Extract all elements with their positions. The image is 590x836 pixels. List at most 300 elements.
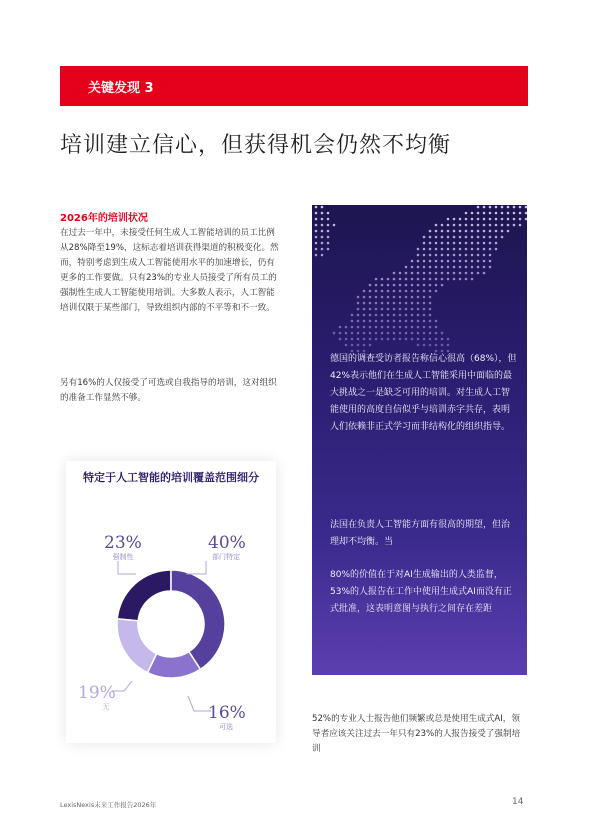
globe-dot xyxy=(423,338,426,341)
globe-dot xyxy=(417,326,420,329)
globe-dot xyxy=(417,260,420,263)
globe-dot xyxy=(477,218,480,221)
globe-dot xyxy=(435,224,438,227)
globe-dot xyxy=(417,314,420,317)
globe-dot xyxy=(399,296,402,299)
globe-dot xyxy=(369,302,372,305)
globe-dot xyxy=(411,272,414,275)
globe-dot xyxy=(375,302,378,305)
globe-dot xyxy=(441,272,444,275)
globe-dot xyxy=(381,338,384,341)
globe-dot xyxy=(375,278,378,281)
globe-dot xyxy=(405,314,408,317)
globe-dot xyxy=(423,326,426,329)
globe-dot xyxy=(399,302,402,305)
globe-dot xyxy=(489,230,492,233)
globe-dot xyxy=(387,314,390,317)
globe-dot xyxy=(369,344,372,347)
globe-dot xyxy=(381,302,384,305)
globe-dot xyxy=(345,338,348,341)
globe-dot xyxy=(453,260,456,263)
globe-dot xyxy=(357,320,360,323)
globe-dot xyxy=(447,338,450,341)
label-value-department: 40% xyxy=(208,533,246,553)
globe-dot xyxy=(429,290,432,293)
donut-chart xyxy=(66,461,276,743)
globe-dot xyxy=(435,332,438,335)
globe-dot xyxy=(447,242,450,245)
globe-dot xyxy=(435,290,438,293)
globe-dot xyxy=(465,254,468,257)
globe-dot xyxy=(507,218,510,221)
globe-dot xyxy=(435,320,438,323)
globe-dot xyxy=(453,248,456,251)
globe-dot xyxy=(459,224,462,227)
globe-dot xyxy=(429,332,432,335)
globe-dot xyxy=(423,266,426,269)
globe-dot xyxy=(483,212,486,215)
globe-dot xyxy=(327,224,330,227)
globe-dot xyxy=(351,326,354,329)
globe-dot xyxy=(465,224,468,227)
globe-dot xyxy=(405,320,408,323)
globe-dot xyxy=(459,230,462,233)
globe-dot xyxy=(369,284,372,287)
globe-dot xyxy=(315,254,318,257)
globe-dot xyxy=(423,236,426,239)
globe-dot xyxy=(423,332,426,335)
globe-dot xyxy=(351,344,354,347)
globe-dot xyxy=(363,302,366,305)
globe-dot xyxy=(411,284,414,287)
globe-dot xyxy=(405,338,408,341)
globe-dot xyxy=(447,224,450,227)
globe-dot xyxy=(351,338,354,341)
globe-dot xyxy=(369,332,372,335)
globe-dot xyxy=(411,326,414,329)
globe-dot xyxy=(429,344,432,347)
globe-dot xyxy=(321,236,324,239)
globe-dot xyxy=(477,224,480,227)
globe-dot xyxy=(399,278,402,281)
globe-dot xyxy=(507,224,510,227)
globe-dot xyxy=(429,236,432,239)
globe-dot xyxy=(387,308,390,311)
globe-dot xyxy=(417,290,420,293)
globe-dot xyxy=(327,212,330,215)
globe-dot xyxy=(333,332,336,335)
globe-dot xyxy=(411,278,414,281)
globe-dot xyxy=(387,302,390,305)
globe-dot xyxy=(315,224,318,227)
globe-dot xyxy=(381,326,384,329)
globe-dot xyxy=(507,212,510,215)
globe-dot xyxy=(375,296,378,299)
globe-dot xyxy=(399,332,402,335)
leader-line-mandatory xyxy=(118,561,136,574)
globe-dot xyxy=(393,332,396,335)
body-paragraph-2: 另有16%的人仅接受了可选或自我指导的培训，这对组织的准备工作显然不够。 xyxy=(60,378,277,403)
globe-dot xyxy=(507,206,510,209)
globe-dot xyxy=(441,266,444,269)
globe-dot xyxy=(435,254,438,257)
globe-dot xyxy=(423,284,426,287)
globe-dot xyxy=(381,320,384,323)
globe-dot xyxy=(447,218,450,221)
body-paragraph-1: 在过去一年中，未接受任何生成人工智能培训的员工比例从28%降至19%，这标志着培训获得渠道的积极变化。然而，特别考虑到生成人工智能使用水平的加速增长，仍有更多的工作要做。只有23%的专业人员接受了所有员工的强制性生成人工智能使用培训。大多数人表示，人工智能培训仅限于某些部门，导致组织内部的不平等和不一致。 xyxy=(60,228,279,313)
label-category-department: 部门特定 xyxy=(212,553,240,561)
globe-dot xyxy=(489,260,492,263)
page-number: 14 xyxy=(512,797,524,807)
globe-dot xyxy=(453,272,456,275)
globe-dot xyxy=(459,218,462,221)
globe-dot xyxy=(483,206,486,209)
globe-dot xyxy=(465,218,468,221)
globe-dot xyxy=(429,254,432,257)
globe-dot xyxy=(363,290,366,293)
globe-dot xyxy=(447,248,450,251)
globe-dot xyxy=(321,218,324,221)
globe-dot xyxy=(477,242,480,245)
globe-dot xyxy=(441,254,444,257)
globe-dot xyxy=(387,332,390,335)
globe-dot xyxy=(381,308,384,311)
globe-dot xyxy=(465,248,468,251)
globe-dot xyxy=(447,254,450,257)
globe-dot xyxy=(405,290,408,293)
globe-dot xyxy=(471,212,474,215)
globe-dot xyxy=(429,326,432,329)
globe-dot xyxy=(471,254,474,257)
globe-dot xyxy=(471,260,474,263)
globe-dot xyxy=(495,248,498,251)
globe-dot xyxy=(417,308,420,311)
globe-dot xyxy=(321,212,324,215)
globe-dot xyxy=(369,308,372,311)
globe-dot xyxy=(411,266,414,269)
globe-dot xyxy=(321,230,324,233)
globe-dot xyxy=(387,284,390,287)
globe-dot xyxy=(363,320,366,323)
globe-dot xyxy=(387,296,390,299)
globe-dot xyxy=(453,254,456,257)
globe-dot xyxy=(495,224,498,227)
globe-dot xyxy=(387,320,390,323)
training-coverage-chart-card xyxy=(66,461,276,743)
globe-dot xyxy=(411,320,414,323)
globe-dot xyxy=(417,332,420,335)
globe-dot xyxy=(411,332,414,335)
globe-dot xyxy=(357,314,360,317)
globe-dot xyxy=(513,224,516,227)
globe-dot xyxy=(471,272,474,275)
globe-dot xyxy=(423,272,426,275)
globe-dot xyxy=(417,296,420,299)
globe-dot xyxy=(393,308,396,311)
globe-dot xyxy=(495,236,498,239)
globe-dot xyxy=(417,266,420,269)
globe-dot xyxy=(525,218,527,221)
globe-dot xyxy=(387,290,390,293)
footer-report-name: LexisNexis未来工作报告2026年 xyxy=(60,801,157,809)
globe-dot xyxy=(405,272,408,275)
globe-dot xyxy=(501,212,504,215)
globe-dot xyxy=(357,338,360,341)
globe-dot xyxy=(405,308,408,311)
globe-dot xyxy=(393,314,396,317)
globe-dot xyxy=(441,236,444,239)
globe-dot xyxy=(489,212,492,215)
globe-dot xyxy=(411,338,414,341)
globe-dot xyxy=(495,230,498,233)
globe-dot xyxy=(459,266,462,269)
globe-dot xyxy=(315,212,318,215)
globe-dot xyxy=(327,248,330,251)
globe-dot xyxy=(429,278,432,281)
globe-dot xyxy=(381,284,384,287)
globe-dot xyxy=(435,242,438,245)
globe-dot xyxy=(495,212,498,215)
globe-dot xyxy=(393,338,396,341)
globe-dot xyxy=(339,338,342,341)
globe-dot xyxy=(405,302,408,305)
globe-dot xyxy=(483,218,486,221)
globe-dot xyxy=(381,332,384,335)
globe-dot xyxy=(471,278,474,281)
section-banner-label: 关键发现 3 xyxy=(88,81,154,96)
globe-dot xyxy=(351,332,354,335)
globe-dot xyxy=(435,260,438,263)
globe-dot xyxy=(441,338,444,341)
globe-dot xyxy=(363,296,366,299)
globe-dot xyxy=(405,326,408,329)
globe-dot xyxy=(477,266,480,269)
globe-dot xyxy=(333,224,336,227)
globe-dot xyxy=(429,272,432,275)
globe-dot xyxy=(381,296,384,299)
globe-dot xyxy=(477,272,480,275)
globe-dot xyxy=(393,284,396,287)
globe-dot xyxy=(381,278,384,281)
globe-dot xyxy=(357,296,360,299)
globe-dot xyxy=(447,278,450,281)
globe-dot xyxy=(315,242,318,245)
globe-dot xyxy=(429,308,432,311)
globe-dot xyxy=(429,242,432,245)
globe-dot xyxy=(429,266,432,269)
globe-dot xyxy=(435,326,438,329)
globe-dot xyxy=(471,248,474,251)
globe-dot xyxy=(321,254,324,257)
globe-dot xyxy=(471,242,474,245)
chart-title: 特定于人工智能的培训覆盖范围细分 xyxy=(83,471,259,484)
globe-dot xyxy=(489,206,492,209)
globe-dot xyxy=(435,344,438,347)
globe-dot xyxy=(435,338,438,341)
globe-dot xyxy=(375,284,378,287)
globe-dot xyxy=(423,248,426,251)
globe-dot xyxy=(411,260,414,263)
globe-dot xyxy=(459,260,462,263)
globe-dot xyxy=(459,242,462,245)
panel-text-germany: 德国的调查受访者报告称信心很高（68%），但42%表示他们在生成人工智能采用中面临的最大挑战之一是缺乏可用的培训。对生成人工智能使用的高度自信似乎与培训赤字共存，表明人们依赖非正式学习而非结构化的组织指导。 xyxy=(330,354,517,432)
globe-dot xyxy=(327,230,330,233)
globe-dot xyxy=(489,266,492,269)
globe-dot xyxy=(399,284,402,287)
globe-dot xyxy=(441,248,444,251)
globe-dot xyxy=(423,302,426,305)
globe-dot xyxy=(315,206,318,209)
globe-dot xyxy=(405,278,408,281)
donut-slice-department xyxy=(171,570,225,669)
globe-dot xyxy=(393,272,396,275)
globe-dot xyxy=(417,278,420,281)
globe-dot xyxy=(369,290,372,293)
globe-dot xyxy=(483,254,486,257)
globe-dot xyxy=(441,332,444,335)
globe-dot xyxy=(525,206,527,209)
globe-dot xyxy=(375,314,378,317)
globe-dot xyxy=(369,338,372,341)
globe-dot xyxy=(459,248,462,251)
globe-dot xyxy=(381,314,384,317)
globe-dot xyxy=(465,212,468,215)
globe-dot xyxy=(375,338,378,341)
globe-dot xyxy=(423,290,426,293)
globe-dot xyxy=(345,332,348,335)
globe-dot xyxy=(399,338,402,341)
panel-text-oversight: 80%的价值在于对AI生成输出的人类监督，53%的人报告在工作中使用生成式AI而没有正式批准，这表明意图与执行之间存在差距 xyxy=(330,570,512,614)
globe-dot xyxy=(369,320,372,323)
globe-dot xyxy=(321,206,324,209)
globe-dot xyxy=(453,278,456,281)
globe-dot xyxy=(435,266,438,269)
leader-line-department xyxy=(186,561,206,574)
page-title: 培训建立信心，但获得机会仍然不均衡 xyxy=(60,133,452,158)
label-category-mandatory: 强制性 xyxy=(112,553,134,561)
globe-dot xyxy=(387,326,390,329)
globe-dot xyxy=(405,266,408,269)
globe-dot xyxy=(519,206,522,209)
globe-dot xyxy=(411,302,414,305)
globe-dot xyxy=(327,242,330,245)
globe-dot xyxy=(417,248,420,251)
globe-dot xyxy=(525,212,527,215)
globe-dot xyxy=(483,230,486,233)
globe-dot xyxy=(465,266,468,269)
globe-dot xyxy=(465,242,468,245)
globe-dot xyxy=(513,206,516,209)
globe-dot xyxy=(441,278,444,281)
globe-dot xyxy=(447,266,450,269)
globe-dot xyxy=(429,296,432,299)
globe-dot xyxy=(477,254,480,257)
globe-dot xyxy=(489,254,492,257)
globe-dot xyxy=(363,332,366,335)
label-category-optional: 可选 xyxy=(219,723,233,731)
globe-dot xyxy=(441,284,444,287)
globe-dot xyxy=(357,308,360,311)
globe-dot xyxy=(483,248,486,251)
globe-dot xyxy=(519,224,522,227)
globe-dot xyxy=(489,224,492,227)
globe-dot xyxy=(393,290,396,293)
globe-dot xyxy=(447,236,450,239)
globe-dot xyxy=(399,320,402,323)
globe-dot xyxy=(363,326,366,329)
globe-dot xyxy=(441,344,444,347)
globe-dot xyxy=(435,278,438,281)
globe-dot xyxy=(423,242,426,245)
globe-dot xyxy=(483,236,486,239)
globe-dot xyxy=(363,338,366,341)
globe-dot xyxy=(477,236,480,239)
globe-dot xyxy=(441,260,444,263)
globe-dot xyxy=(495,206,498,209)
globe-dot xyxy=(513,218,516,221)
globe-dot xyxy=(423,260,426,263)
globe-dot xyxy=(411,314,414,317)
globe-dot xyxy=(417,284,420,287)
globe-dot xyxy=(393,320,396,323)
globe-dot xyxy=(321,248,324,251)
globe-dot xyxy=(477,212,480,215)
globe-dot xyxy=(483,260,486,263)
globe-dot xyxy=(453,218,456,221)
globe-dot xyxy=(375,320,378,323)
globe-dot xyxy=(429,314,432,317)
globe-dot xyxy=(489,248,492,251)
globe-dot xyxy=(327,236,330,239)
globe-dot xyxy=(471,218,474,221)
globe-dot xyxy=(423,344,426,347)
globe-dot xyxy=(363,308,366,311)
globe-dot xyxy=(489,242,492,245)
globe-dot xyxy=(447,272,450,275)
globe-dot xyxy=(327,218,330,221)
globe-dot xyxy=(441,230,444,233)
globe-dot xyxy=(405,284,408,287)
globe-dot xyxy=(465,236,468,239)
globe-dot xyxy=(387,338,390,341)
globe-dot xyxy=(315,230,318,233)
globe-dot xyxy=(363,314,366,317)
globe-dot xyxy=(411,308,414,311)
globe-dot xyxy=(351,320,354,323)
globe-dot xyxy=(441,242,444,245)
globe-dot xyxy=(417,302,420,305)
globe-dot xyxy=(453,266,456,269)
globe-dot xyxy=(477,230,480,233)
globe-dot xyxy=(357,302,360,305)
globe-dot xyxy=(417,254,420,257)
globe-dot xyxy=(423,296,426,299)
globe-dot xyxy=(471,236,474,239)
globe-dot xyxy=(447,260,450,263)
globe-dot xyxy=(375,332,378,335)
globe-dot xyxy=(447,230,450,233)
globe-dot xyxy=(411,296,414,299)
globe-dot xyxy=(495,218,498,221)
globe-dot xyxy=(429,248,432,251)
globe-dot xyxy=(483,272,486,275)
globe-dot xyxy=(405,332,408,335)
label-value-none: 19% xyxy=(78,683,116,703)
globe-dot xyxy=(519,212,522,215)
label-value-optional: 16% xyxy=(208,703,246,723)
globe-dot xyxy=(501,236,504,239)
globe-dot xyxy=(435,272,438,275)
